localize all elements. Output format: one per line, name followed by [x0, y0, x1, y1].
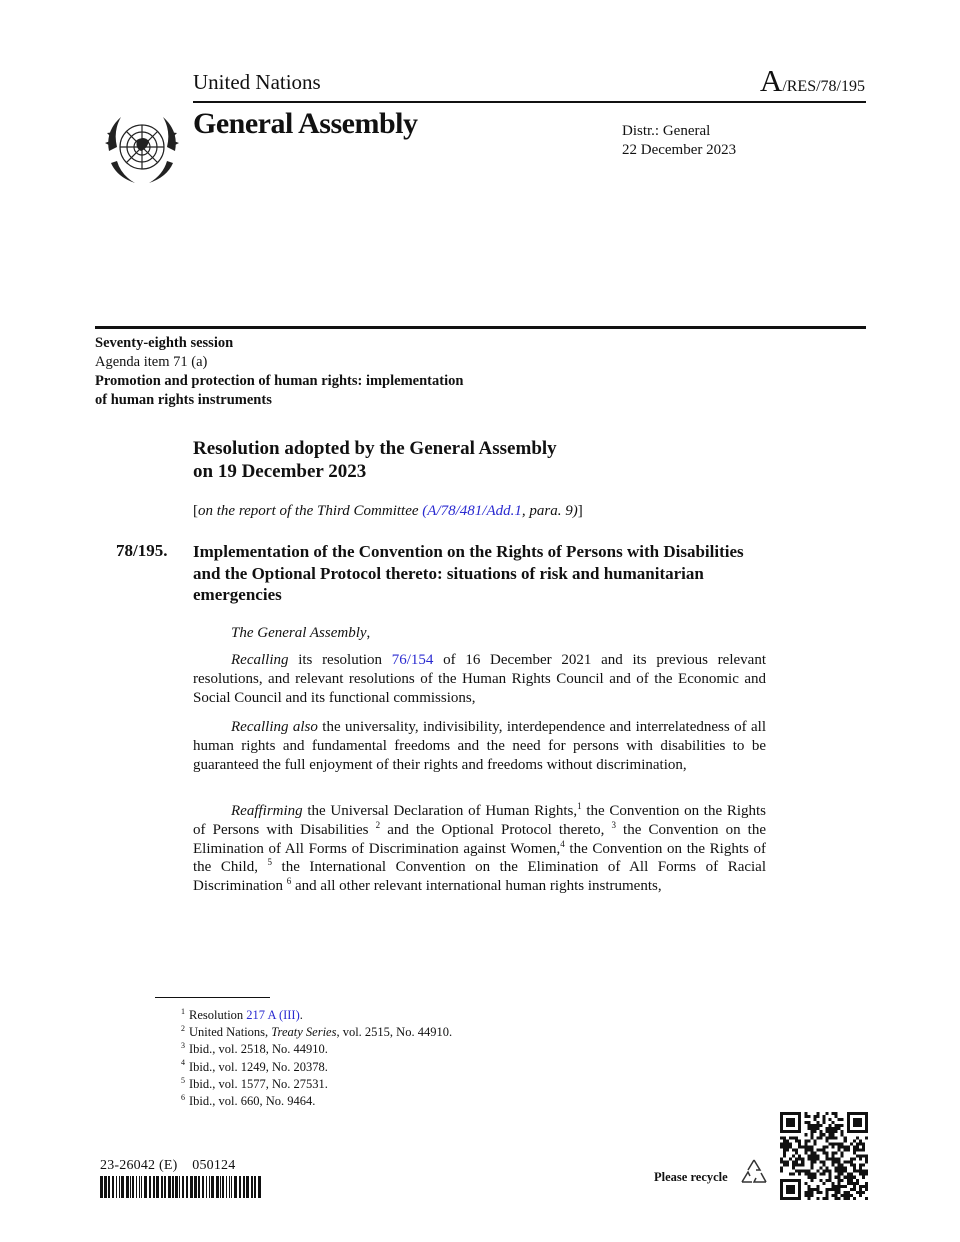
- adoption-heading: [193, 437, 557, 483]
- barcode-icon: [100, 1176, 262, 1198]
- agenda-item: Agenda item 71 (a): [95, 354, 208, 370]
- adoption-line2: on 19 December 2023: [193, 461, 367, 482]
- symbol-rest: /RES/78/195: [782, 78, 865, 95]
- distribution-info: [622, 122, 736, 160]
- document-symbol: [760, 63, 865, 99]
- footnotes: [181, 1007, 452, 1110]
- preamble-2: Recalling its resolution 76/154 of 16 December 2021 and its previous relevant resolutions, and relevant resolutions of the Human Rights Council and of the Economic and Social Council and its functional commissions,: [193, 652, 766, 706]
- footnote-link[interactable]: 217 A (III): [246, 1008, 300, 1022]
- recycle-icon: [738, 1156, 770, 1188]
- un-emblem-icon: [99, 107, 185, 193]
- qr-code-icon: [780, 1112, 868, 1200]
- distribution-label: Distr.: General: [622, 123, 711, 139]
- session-name: Seventy-eighth session: [95, 335, 234, 351]
- footnote-4: $^4$ Ibid., vol. 1249, No. 20378.: [181, 1058, 328, 1074]
- preamble-3: Recalling also the universality, indivisibility, interdependence and interrelatedness of all human rights and fundamental freedoms and the need for persons with disabilities to be guaranteed the full enjoyment of their rights and freedoms without discrimination,: [193, 719, 766, 773]
- agenda-title-line1: Promotion and protection of human rights: implementation: [95, 373, 464, 389]
- body-name: General Assembly: [193, 107, 418, 140]
- footnote-5: $^5$ Ibid., vol. 1577, No. 27531.: [181, 1075, 328, 1091]
- issue-date: 22 December 2023: [622, 142, 737, 158]
- footnote-6: $^6$ Ibid., vol. 660, No. 9464.: [181, 1092, 316, 1109]
- recycle-label: Please recycle: [654, 1170, 728, 1184]
- preamble-4: Reaffirming the Universal Declaration of Human Rights,$^1$ the Convention on the Rights of Persons with Disabilities $^2$ and the Optional Protocol thereto, $^3$ the Convention on the Elimination of All Forms of Discrimination against Women,$^4$ the Convention on the Rights of the Child, $^5$ the International Convention on the Elimination of All Forms of Racial Discrimination $^6$ and all other relevant international human rights instruments,: [193, 801, 767, 895]
- org-name: United Nations: [193, 70, 321, 94]
- document-number: 23-26042 (E) 050124: [100, 1158, 236, 1173]
- report-link[interactable]: (A/78/481/Add.1: [422, 503, 522, 519]
- session-block: [95, 334, 463, 410]
- header-rule: [193, 101, 866, 103]
- symbol-letter: A: [759, 63, 783, 98]
- resolution-link[interactable]: 76/154: [391, 652, 434, 668]
- footnote-3: $^3$ Ibid., vol. 2518, No. 44910.: [181, 1041, 328, 1057]
- footnote-rule: [155, 997, 270, 998]
- report-reference: [on the report of the Third Committee (A/78/481/Add.1, para. 9)]: [193, 503, 583, 519]
- footnote-1: $^1$ Resolution 217 A (III).: [181, 1006, 303, 1022]
- agenda-title-line2: of human rights instruments: [95, 392, 272, 408]
- adoption-line1: Resolution adopted by the General Assembly: [193, 438, 557, 459]
- resolution-number: 78/195.: [116, 541, 168, 560]
- resolution-title: Implementation of the Convention on the Rights of Persons with Disabilities and the Optional Protocol thereto: situations of risk and humanitarian emergencies: [193, 542, 744, 604]
- preamble-1: The General Assembly,: [231, 625, 371, 641]
- session-rule: [95, 326, 866, 329]
- footnote-2: $^2$ United Nations, Treaty Series, vol. 2515, No. 44910.: [181, 1024, 453, 1040]
